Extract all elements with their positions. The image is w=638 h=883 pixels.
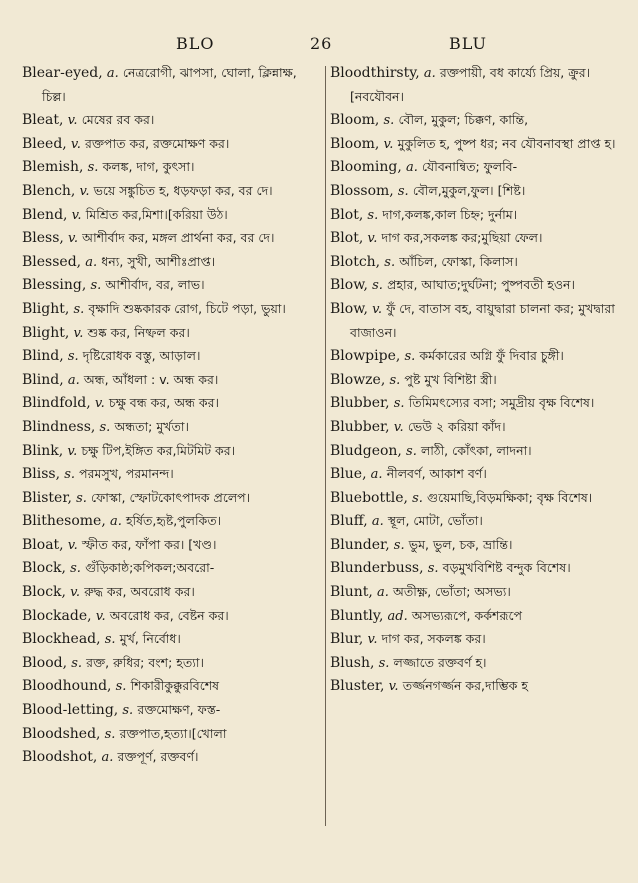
entry-part-of-speech: s. xyxy=(397,183,409,199)
dictionary-entry xyxy=(22,180,320,204)
entry-headword: Bluster, xyxy=(330,678,385,695)
entry-part-of-speech: v. xyxy=(67,443,78,459)
entry-definition: রক্তমোক্ষণ, ফস্ত- xyxy=(137,702,221,718)
entry-definition: আশীর্বাদ, বর, লাভ। xyxy=(105,277,205,293)
right-column xyxy=(330,62,622,699)
entry-part-of-speech: v. xyxy=(367,632,378,648)
entry-part-of-speech: v. xyxy=(79,183,90,199)
entry-definition: ফোস্কা, স্ফোটকোৎপাদক প্রলেপ। xyxy=(91,489,251,505)
entry-part-of-speech: v. xyxy=(70,136,81,152)
dictionary-entry xyxy=(22,628,320,652)
entry-definition: অন্ধ, আঁধলা : v. অন্ধ কর। xyxy=(83,371,219,387)
entry-headword: Blowze, xyxy=(330,371,386,388)
dictionary-entry xyxy=(330,156,622,180)
entry-headword: Blind, xyxy=(22,348,64,365)
entry-headword: Blindness, xyxy=(22,418,96,435)
entry-part-of-speech: a. xyxy=(106,66,119,81)
entry-part-of-speech: s. xyxy=(73,301,85,317)
entry-headword: Blur, xyxy=(330,631,364,648)
entry-part-of-speech: a. xyxy=(370,467,383,483)
entry-definition: শুষ্ক কর, নিষ্ফল কর। xyxy=(87,324,190,340)
entry-part-of-speech: v. xyxy=(94,396,105,412)
dictionary-entry xyxy=(22,510,320,534)
dictionary-entry xyxy=(330,274,622,298)
entry-headword: Blood-letting, xyxy=(22,702,119,719)
entry-part-of-speech: ad. xyxy=(387,608,408,624)
dictionary-entry xyxy=(330,133,622,157)
column-divider xyxy=(325,66,326,826)
entry-part-of-speech: s. xyxy=(393,537,405,553)
running-head-right: BLU xyxy=(449,34,487,53)
entry-definition: মুকুলিত হ, পুষ্প ধর; নব যৌবনাবস্থা প্রাপ্ত হ। xyxy=(397,135,616,151)
dictionary-entry xyxy=(22,746,320,770)
dictionary-entry xyxy=(330,392,622,416)
entry-headword: Blithesome, xyxy=(22,513,106,530)
entry-definition: ভেউ ২ করিয়া কাঁদ। xyxy=(407,418,506,434)
dictionary-entry xyxy=(330,510,622,534)
entry-headword: Blunderbuss, xyxy=(330,560,424,577)
entry-headword: Bloodhound, xyxy=(22,678,112,695)
entry-definition: তর্জ্জনগর্জ্জন কর,দাম্ভিক হ xyxy=(402,678,528,694)
entry-definition: ভয়ে সঙ্কুচিত হ, ধড়ফড়া কর, বর দে। xyxy=(93,182,273,198)
entry-part-of-speech: a. xyxy=(371,514,384,530)
dictionary-entry xyxy=(22,557,320,581)
dictionary-entry xyxy=(330,62,622,109)
dictionary-entry xyxy=(330,675,622,699)
dictionary-entry xyxy=(22,605,320,629)
entry-definition: স্ফীত কর, ফাঁপা কর। [খণ্ড। xyxy=(81,536,217,552)
entry-part-of-speech: s. xyxy=(378,655,390,671)
dictionary-entry xyxy=(22,675,320,699)
entry-part-of-speech: s. xyxy=(71,655,82,671)
dictionary-entry xyxy=(330,227,622,251)
entry-headword: Bless, xyxy=(22,230,64,247)
dictionary-entry xyxy=(330,251,622,275)
entry-headword: Blench, xyxy=(22,182,76,199)
entry-part-of-speech: v. xyxy=(95,608,106,624)
dictionary-entry xyxy=(330,440,622,464)
entry-part-of-speech: s. xyxy=(122,703,134,719)
entry-definition: ধন্য, সুখী, আশীঃপ্রাপ্ত। xyxy=(101,253,216,269)
entry-headword: Bleat, xyxy=(22,112,64,129)
entry-part-of-speech: s. xyxy=(427,561,439,577)
entry-headword: Bluff, xyxy=(330,513,368,530)
dictionary-entry xyxy=(22,274,320,298)
entry-headword: Blight, xyxy=(22,324,70,341)
entry-headword: Blood, xyxy=(22,654,68,671)
entry-part-of-speech: v. xyxy=(372,301,383,317)
entry-definition: হর্ষিত,হৃষ্ট,পুলকিত। xyxy=(125,513,222,529)
entry-definition: অবরোধ কর, বেষ্টন কর। xyxy=(109,607,229,623)
entry-part-of-speech: s. xyxy=(104,632,116,648)
entry-definition: বৌল,মুকুল,ফুল। [শিষ্ট। xyxy=(412,182,526,198)
entry-part-of-speech: s. xyxy=(67,349,79,365)
entry-headword: Blue, xyxy=(330,466,367,483)
entry-definition: নীলবর্ণ, আকাশ বর্ণ। xyxy=(386,466,487,482)
entry-part-of-speech: v. xyxy=(67,113,78,129)
dictionary-entry xyxy=(330,605,622,629)
entry-definition: ফুঁ দে, বাতাস বহ, বায়ুদ্বারা চালনা কর; মুখদ্বারা বাজাওন। xyxy=(350,300,615,340)
entry-definition: গুঁড়িকাষ্ঠ;কপিকল;অবরো- xyxy=(85,560,215,576)
entry-definition: রুদ্ধ কর, অবরোধ কর। xyxy=(84,584,195,600)
entry-headword: Bloom, xyxy=(330,112,380,129)
entry-headword: Blight, xyxy=(22,300,70,317)
entry-part-of-speech: s. xyxy=(64,467,76,483)
entry-headword: Bludgeon, xyxy=(330,442,402,459)
entry-headword: Bloom, xyxy=(330,135,380,152)
entry-part-of-speech: a. xyxy=(85,254,98,270)
entry-definition: রক্ত, রুধির; বংশ; হত্যা। xyxy=(86,654,204,670)
dictionary-entry xyxy=(330,628,622,652)
entry-headword: Blunder, xyxy=(330,536,390,553)
entry-headword: Blot, xyxy=(330,206,364,223)
entry-part-of-speech: a. xyxy=(109,514,122,530)
entry-headword: Bloodthirsty, xyxy=(330,65,420,81)
dictionary-entry xyxy=(330,416,622,440)
entry-part-of-speech: v. xyxy=(393,419,404,435)
entry-part-of-speech: s. xyxy=(412,490,423,506)
entry-part-of-speech: v. xyxy=(70,585,81,601)
entry-definition: দাগ,কলঙ্ক,কাল চিহ্ন; দুর্নাম। xyxy=(382,206,518,222)
entry-definition: বড়মুখবিশিষ্ট বন্দুক বিশেষ। xyxy=(442,560,571,576)
entry-part-of-speech: s. xyxy=(90,278,102,294)
entry-headword: Blind, xyxy=(22,371,64,388)
dictionary-entry xyxy=(330,204,622,228)
entry-definition: অসভ্যরূপে, কর্কশরূপে xyxy=(411,607,522,623)
left-column xyxy=(22,62,320,770)
page-number: 26 xyxy=(310,34,333,53)
dictionary-entry xyxy=(330,463,622,487)
entry-headword: Blemish, xyxy=(22,159,84,176)
dictionary-entry xyxy=(22,463,320,487)
dictionary-entry xyxy=(22,109,320,133)
entry-definition: কর্মকারের অগ্নি ফুঁ দিবার চুঙ্গী। xyxy=(419,348,564,364)
entry-definition: রক্তপূর্ণ, রক্তবর্ণ। xyxy=(117,749,199,765)
entry-headword: Bloodshot, xyxy=(22,749,98,766)
dictionary-entry xyxy=(22,251,320,275)
entry-headword: Blockade, xyxy=(22,607,92,624)
entry-definition: লজ্জাতে রক্তবর্ণ হ। xyxy=(393,654,487,670)
entry-definition: ভুম, ভুল, চক, ভ্রান্তি। xyxy=(408,536,513,552)
entry-headword: Bluebottle, xyxy=(330,489,408,506)
entry-headword: Bloodshed, xyxy=(22,725,101,742)
entry-definition: লাঠী, কোঁৎকা, লাদনা। xyxy=(420,442,532,458)
entry-headword: Blow, xyxy=(330,277,368,294)
entry-definition: মিশ্রিত কর,মিশা।[করিয়া উঠ। xyxy=(85,206,228,222)
dictionary-entry xyxy=(22,699,320,723)
entry-headword: Bliss, xyxy=(22,466,61,483)
entry-definition: গুয়েমাছি,বিড়মক্ষিকা; বৃক্ষ বিশেষ। xyxy=(427,489,593,505)
entry-headword: Bleed, xyxy=(22,135,67,152)
dictionary-entry xyxy=(22,581,320,605)
entry-headword: Blubber, xyxy=(330,418,390,435)
entry-part-of-speech: a. xyxy=(377,585,389,601)
entry-headword: Blessed, xyxy=(22,253,82,270)
entry-part-of-speech: v. xyxy=(68,231,78,247)
entry-headword: Blink, xyxy=(22,442,64,459)
entry-headword: Blubber, xyxy=(330,395,390,412)
entry-headword: Blunt, xyxy=(330,584,373,601)
dictionary-entry xyxy=(22,416,320,440)
entry-part-of-speech: a. xyxy=(101,750,114,766)
dictionary-entry xyxy=(22,204,320,228)
entry-definition: শিকারীকুক্কুরবিশেষ xyxy=(130,678,220,694)
dictionary-entry xyxy=(22,133,320,157)
entry-definition: রক্তপাত কর, রক্তমোক্ষণ কর। xyxy=(84,135,230,151)
entry-part-of-speech: s. xyxy=(372,278,383,294)
dictionary-entry xyxy=(22,534,320,558)
running-head-left: BLO xyxy=(176,34,215,53)
entry-definition: মেষের রব কর। xyxy=(81,112,155,128)
entry-definition: পুষ্ট মুখ বিশিষ্টা স্ত্রী। xyxy=(404,371,497,387)
dictionary-entry xyxy=(22,345,320,369)
entry-part-of-speech: v. xyxy=(67,537,78,553)
dictionary-entry xyxy=(330,557,622,581)
dictionary-entry xyxy=(22,156,320,180)
entry-part-of-speech: s. xyxy=(87,160,99,176)
entry-definition: স্থূল, মোটা, ভোঁতা। xyxy=(387,513,483,529)
entry-headword: Blush, xyxy=(330,654,375,671)
entry-definition: আশীর্বাদ কর, মঙ্গল প্রার্থনা কর, বর দে। xyxy=(82,230,275,246)
entry-headword: Bluntly, xyxy=(330,607,384,624)
entry-definition: অন্ধতা; মুর্খতা। xyxy=(114,418,189,434)
dictionary-entry xyxy=(330,652,622,676)
dictionary-entry xyxy=(22,369,320,393)
entry-headword: Blow, xyxy=(330,300,368,317)
dictionary-entry xyxy=(22,487,320,511)
dictionary-entry xyxy=(22,227,320,251)
dictionary-entry xyxy=(330,345,622,369)
dictionary-entry xyxy=(330,298,622,345)
dictionary-entry xyxy=(22,723,320,747)
entry-definition: আঁচিল, ফোস্কা, কিলাস। xyxy=(399,253,518,269)
dictionary-entry xyxy=(330,180,622,204)
entry-definition: চক্ষু বন্ধ কর, অন্ধ কর। xyxy=(108,395,219,411)
dictionary-entry xyxy=(22,392,320,416)
dictionary-entry xyxy=(330,369,622,393)
entry-definition: দাগ কর,সকলঙ্ক কর;মুছিয়া ফেল। xyxy=(381,230,543,246)
dictionary-entry xyxy=(22,652,320,676)
dictionary-entry xyxy=(22,298,320,322)
entry-headword: Blossom, xyxy=(330,182,394,199)
entry-part-of-speech: s. xyxy=(115,679,127,695)
entry-part-of-speech: s. xyxy=(393,396,405,412)
entry-definition: নেত্ররোগী, ঝাপসা, ঘোলা, ক্লিন্নাক্ষ, চিল্ল। xyxy=(42,65,297,104)
entry-part-of-speech: v. xyxy=(388,679,399,695)
entry-headword: Blindfold, xyxy=(22,395,91,412)
entry-part-of-speech: v. xyxy=(383,136,394,152)
dictionary-entry xyxy=(330,581,622,605)
dictionary-entry xyxy=(330,487,622,511)
entry-definition: অতীক্ষ্ণ, ভোঁতা; অসভ্য। xyxy=(393,584,511,600)
entry-headword: Blowpipe, xyxy=(330,348,401,365)
entry-headword: Blend, xyxy=(22,206,68,223)
entry-definition: দৃষ্টিরোধক বস্তু, আড়াল। xyxy=(82,348,201,364)
entry-part-of-speech: s. xyxy=(389,372,401,388)
entry-definition: দাগ কর, সকলঙ্ক কর। xyxy=(381,631,486,647)
entry-definition: তিমিমৎস্যের বসা; সমুদ্রীয় বৃক্ষ বিশেষ। xyxy=(408,395,595,411)
entry-definition: মুর্খ, নির্বোধ। xyxy=(119,631,181,647)
entry-part-of-speech: s. xyxy=(70,561,81,577)
entry-definition: বৌল, মুকুল; চিক্কণ, কান্তি, xyxy=(398,112,529,128)
entry-part-of-speech: v. xyxy=(367,231,378,247)
entry-part-of-speech: a. xyxy=(405,160,418,176)
entry-headword: Blotch, xyxy=(330,253,381,270)
entry-headword: Blear-eyed, xyxy=(22,65,103,81)
dictionary-entry xyxy=(22,322,320,346)
entry-part-of-speech: s. xyxy=(384,254,396,270)
entry-part-of-speech: s. xyxy=(104,726,116,742)
entry-headword: Block, xyxy=(22,560,66,577)
entry-headword: Blooming, xyxy=(330,159,402,176)
dictionary-entry xyxy=(330,109,622,133)
entry-definition: পরমসুখ, পরমানন্দ। xyxy=(79,466,174,482)
dictionary-entry xyxy=(330,534,622,558)
entry-part-of-speech: s. xyxy=(406,443,417,459)
entry-part-of-speech: a. xyxy=(423,66,436,81)
entry-part-of-speech: s. xyxy=(367,207,379,223)
entry-headword: Blessing, xyxy=(22,277,87,294)
entry-headword: Blot, xyxy=(330,230,364,247)
entry-headword: Blockhead, xyxy=(22,631,101,648)
entry-headword: Block, xyxy=(22,584,66,601)
entry-headword: Bloat, xyxy=(22,536,64,553)
entry-definition: বৃক্ষাদি শুষ্ককারক রোগ, চিটে পড়া, ভুয়া। xyxy=(88,300,286,316)
entry-definition: রক্তপায়ী, বধ কাৰ্য্যে প্রিয়, ক্রুর। [নবযৌবন। xyxy=(350,65,591,104)
entry-part-of-speech: s. xyxy=(383,113,395,129)
entry-part-of-speech: s. xyxy=(404,349,416,365)
dictionary-entry xyxy=(22,440,320,464)
entry-part-of-speech: v. xyxy=(71,207,82,223)
entry-part-of-speech: s. xyxy=(99,419,111,435)
entry-headword: Blister, xyxy=(22,489,72,506)
entry-part-of-speech: v. xyxy=(73,325,84,341)
entry-definition: যৌবনান্বিত; ফুলবি- xyxy=(421,159,518,175)
dictionary-entry xyxy=(22,62,320,109)
entry-definition: রক্তপাত,হত্যা।[খোলা xyxy=(119,725,227,741)
entry-part-of-speech: s. xyxy=(76,490,87,506)
entry-definition: কলঙ্ক, দাগ, কুৎসা। xyxy=(102,159,195,175)
entry-definition: প্রহার, আঘাত;দুর্ঘটনা; পুষ্পবতী হওন। xyxy=(387,277,575,293)
entry-definition: চক্ষু টিপ,ইঙ্গিত কর,মিটমিট কর। xyxy=(81,442,236,458)
entry-part-of-speech: a. xyxy=(67,372,80,388)
